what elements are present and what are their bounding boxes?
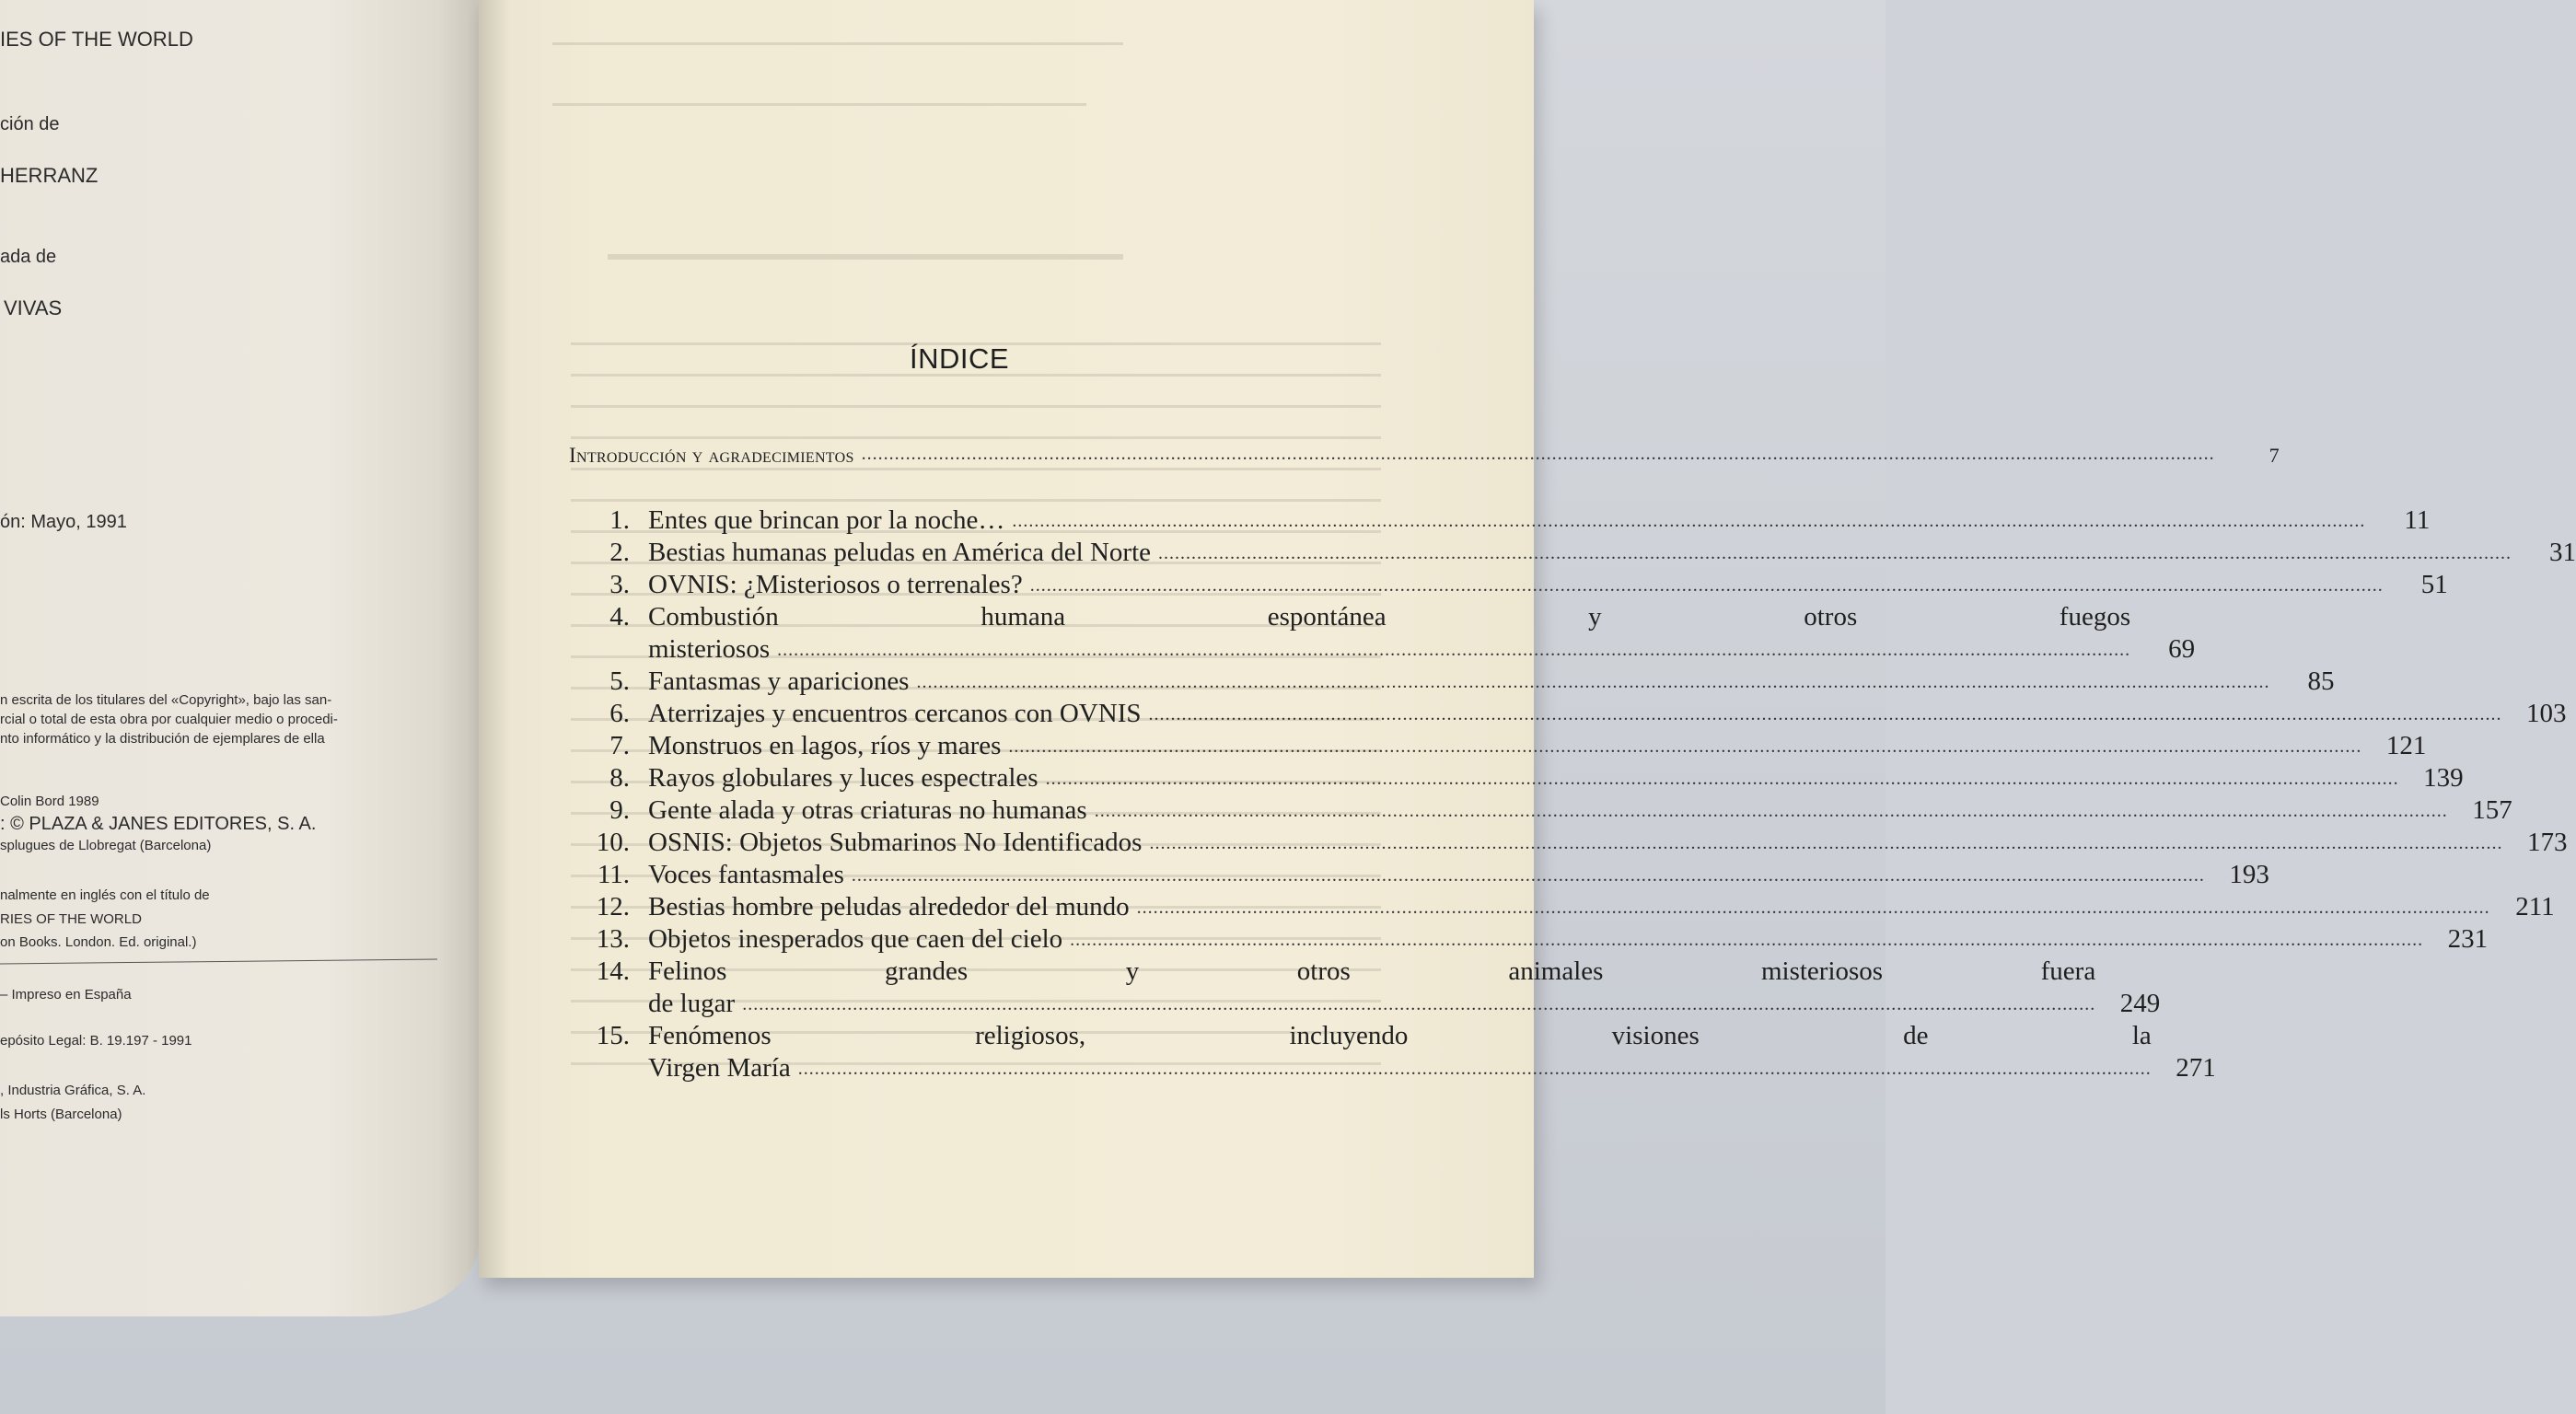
- dot-leader: [742, 995, 2095, 1014]
- toc-page: 51: [2420, 570, 2448, 599]
- left-line: rcial o total de esta obra por cualquier medio o procedi-: [0, 712, 338, 727]
- toc-page: 103: [2525, 699, 2567, 728]
- left-line: n escrita de los titulares del «Copyright», bajo las san-: [0, 692, 332, 708]
- dot-leader: [777, 641, 2130, 659]
- toc-page: 85: [2307, 666, 2335, 696]
- left-line: , Industria Gráfica, S. A.: [0, 1083, 146, 1098]
- left-line: epósito Legal: B. 19.197 - 1991: [0, 1033, 192, 1049]
- toc-number: 13.: [596, 924, 630, 954]
- toc-entry: [569, 827, 2568, 859]
- toc-entry: [569, 537, 2576, 569]
- left-line: IES OF THE WORLD: [0, 28, 193, 51]
- toc-page: 271: [2176, 1053, 2216, 1083]
- left-line: nto informático y la distribución de ejemplares de ella: [0, 731, 325, 747]
- table-of-contents: [569, 442, 2576, 1084]
- toc-entry: [569, 891, 2555, 923]
- toc-page: 69: [2168, 634, 2196, 664]
- toc-entry: [569, 666, 2335, 698]
- left-line: ls Horts (Barcelona): [0, 1107, 122, 1122]
- toc-entry: [569, 601, 2196, 666]
- right-page: [479, 0, 2576, 1278]
- toc-page: 173: [2526, 828, 2568, 857]
- left-line: nalmente en inglés con el título de: [0, 887, 210, 903]
- toc-page: 7: [2269, 444, 2280, 467]
- toc-title-line1: Fenómenos religiosos, incluyendo visiones de la: [648, 1021, 2152, 1050]
- toc-number: 5.: [609, 666, 630, 696]
- left-line: RIES OF THE WORLD: [0, 911, 142, 927]
- toc-entry: [569, 569, 2448, 601]
- toc-number: 2.: [609, 538, 630, 567]
- toc-number: 8.: [609, 763, 630, 793]
- toc-title: OVNIS: ¿Misteriosos o terrenales?: [648, 570, 1023, 599]
- left-line: ción de: [0, 114, 60, 134]
- dot-leader: [1046, 770, 2399, 788]
- dot-leader: [852, 866, 2205, 885]
- toc-number: 12.: [596, 892, 630, 921]
- toc-title: Fantasmas y apariciones: [648, 666, 910, 696]
- toc-page: 31: [2549, 538, 2576, 567]
- left-line: splugues de Llobregat (Barcelona): [0, 838, 212, 853]
- left-line: ón: Mayo, 1991: [0, 512, 127, 532]
- toc-page: 157: [2472, 795, 2512, 825]
- left-line: : © PLAZA & JANES EDITORES, S. A.: [0, 814, 317, 834]
- toc-entry: [569, 956, 2161, 1020]
- toc-entry: [569, 762, 2464, 794]
- dot-leader: [1030, 576, 2384, 595]
- toc-page: 249: [2119, 989, 2161, 1018]
- left-line: on Books. London. Ed. original.): [0, 934, 197, 950]
- toc-number: 7.: [609, 731, 630, 760]
- toc-title: Voces fantasmales: [648, 860, 844, 889]
- toc-page: 231: [2447, 924, 2489, 954]
- left-line: Colin Bord 1989: [0, 794, 99, 809]
- toc-entry: [569, 698, 2567, 730]
- toc-number: 1.: [609, 505, 630, 535]
- dot-leader: [862, 445, 2215, 463]
- left-line: – Impreso en España: [0, 987, 132, 1003]
- toc-title: OSNIS: Objetos Submarinos No Identificados: [648, 828, 1143, 857]
- dot-leader: [1148, 705, 2501, 724]
- toc-intro: [569, 442, 2280, 469]
- dot-leader: [1149, 834, 2502, 852]
- toc-entry: [569, 923, 2489, 956]
- left-line: VIVAS: [4, 296, 63, 319]
- toc-title: Gente alada y otras criaturas no humanas: [648, 795, 1087, 825]
- toc-page: 11: [2404, 505, 2431, 535]
- dot-leader: [1012, 512, 2365, 530]
- dot-leader: [1158, 544, 2512, 562]
- toc-page: 211: [2515, 892, 2555, 921]
- toc-title: Bestias hombre peludas alrededor del mundo: [648, 892, 1130, 921]
- dot-leader: [1095, 802, 2448, 820]
- toc-title: Bestias humanas peludas en América del Norte: [648, 538, 1152, 567]
- toc-title: Virgen María: [648, 1053, 791, 1083]
- index-title: ÍNDICE: [910, 342, 1010, 375]
- toc-page: 121: [2385, 731, 2427, 760]
- toc-title: Rayos globulares y luces espectrales: [648, 763, 1039, 793]
- toc-entry: [569, 504, 2431, 537]
- toc-title: Objetos inesperados que caen del cielo: [648, 924, 1063, 954]
- toc-title: de lugar: [648, 989, 736, 1018]
- toc-title-line1: Felinos grandes y otros animales misteriosos fuera: [648, 956, 2096, 986]
- toc-entry: [569, 1020, 2216, 1084]
- toc-page: 193: [2229, 860, 2269, 889]
- left-line: HERRANZ: [0, 164, 99, 187]
- toc-title: Introducción y agradecimientos: [569, 444, 854, 467]
- toc-title: Aterrizajes y encuentros cercanos con OVNIS: [648, 699, 1142, 728]
- toc-number: 14.: [596, 956, 630, 986]
- left-page: [0, 0, 483, 1414]
- left-line: ada de: [0, 247, 57, 267]
- toc-number: 3.: [609, 570, 630, 599]
- toc-title: Monstruos en lagos, ríos y mares: [648, 731, 1002, 760]
- toc-number: 15.: [596, 1021, 630, 1050]
- toc-entry: [569, 730, 2427, 762]
- toc-number: 10.: [596, 828, 630, 857]
- toc-number: 6.: [609, 699, 630, 728]
- toc-entry: [569, 859, 2269, 891]
- toc-number: 9.: [609, 795, 630, 825]
- dot-leader: [1008, 737, 2361, 756]
- toc-title-line1: Combustión humana espontánea y otros fuegos: [648, 602, 2131, 632]
- dot-leader: [916, 673, 2269, 691]
- toc-entry: [569, 794, 2512, 827]
- dot-leader: [1070, 931, 2423, 949]
- toc-page: 139: [2423, 763, 2464, 793]
- toc-number: 4.: [609, 602, 630, 632]
- toc-number: 11.: [597, 860, 630, 889]
- toc-title: misteriosos: [648, 634, 771, 664]
- toc-title: Entes que brincan por la noche…: [648, 505, 1005, 535]
- dot-leader: [798, 1060, 2152, 1078]
- dot-leader: [1137, 898, 2490, 917]
